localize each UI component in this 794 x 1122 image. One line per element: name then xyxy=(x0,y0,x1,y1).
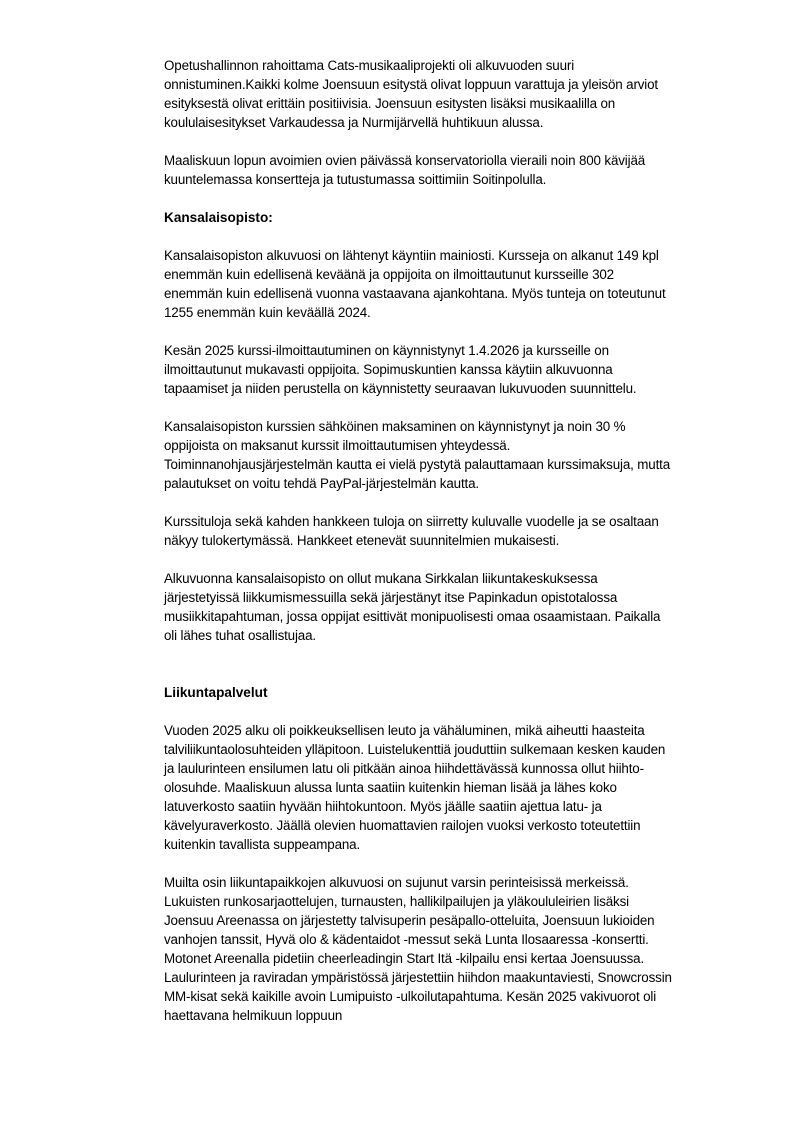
text-line: Opetushallinnon rahoittama Cats-musikaaliprojekti oli alkuvuoden suuri xyxy=(164,58,575,73)
text-line: Kansalaisopiston kurssien sähköinen maksaminen on käynnistynyt ja noin 30 % xyxy=(164,419,626,434)
document-page xyxy=(164,56,764,1044)
text-line: Maaliskuun lopun avoimien ovien päivässä konservatoriolla vieraili noin 800 kävijää xyxy=(164,153,646,168)
text-line: vanhojen tanssit, Hyvä olo & kädentaidot -messut sekä Lunta Ilosaaressa -konsertti. xyxy=(164,932,649,947)
text-line: haettavana helmikuun loppuun xyxy=(164,1008,343,1023)
paragraph-open-doors xyxy=(164,151,764,189)
section-kansalaisopisto xyxy=(164,208,764,645)
text-line: kuuntelemassa konsertteja ja tutustumassa soittimiin Soitinpolulla. xyxy=(164,172,547,187)
section-heading-liikuntapalvelut: Liikuntapalvelut xyxy=(164,685,268,700)
text-line: palautukset on voitu tehdä PayPal-järjestelmän kautta. xyxy=(164,476,479,491)
paragraph-electronic-payment xyxy=(164,417,764,493)
text-line: Kurssituloja sekä kahden hankkeen tuloja on siirretty kuluvalle vuodelle ja se osaltaan xyxy=(164,514,659,529)
spacer xyxy=(164,664,764,683)
text-line: ja laulurinteen ensilumen latu oli pitkään ainoa hiihdettävässä kunnossa ollut hiihto- xyxy=(164,761,644,776)
text-line: Kesän 2025 kurssi-ilmoittautuminen on käynnistynyt 1.4.2026 ja kursseille on xyxy=(164,343,609,358)
text-line: järjestetyissä liikkumismessuilla sekä järjestänyt itse Papinkadun opistotalossa xyxy=(164,590,618,605)
text-line: Laulurinteen ja raviradan ympäristössä järjestettiin hiihdon maakuntaviesti, Snowcrossin xyxy=(164,970,672,985)
text-line: esityksestä olivat erittäin positiivisia. Joensuun esitysten lisäksi musikaalilla on xyxy=(164,96,616,111)
text-line: Lukuisten runkosarjaottelujen, turnausten, hallikilpailujen ja yläkoululeirien lisäksi xyxy=(164,894,629,909)
text-line: Vuoden 2025 alku oli poikkeuksellisen leuto ja vähäluminen, mikä aiheutti haasteita xyxy=(164,723,645,738)
section-liikuntapalvelut xyxy=(164,683,764,1025)
text-line: enemmän kuin edellisenä vuonna vastaavana ajankohtana. Myös tunteja on toteutunut xyxy=(164,286,666,301)
text-line: oppijoista on maksanut kurssit ilmoittautumisen yhteydessä. xyxy=(164,438,511,453)
text-line: Toiminnanohjausjärjestelmän kautta ei vielä pystytä palauttamaan kurssimaksuja, mutta xyxy=(164,457,671,472)
paragraph-cats-musical xyxy=(164,56,764,132)
text-line: Alkuvuonna kansalaisopisto on ollut mukana Sirkkalan liikuntakeskuksessa xyxy=(164,571,598,586)
paragraph-start-of-year xyxy=(164,246,764,322)
text-line: latuverkosto saatiin hyvään hiihtokuntoon. Myös jäälle saatiin ajettua latu- ja xyxy=(164,799,602,814)
text-line: oli lähes tuhat osallistujaa. xyxy=(164,628,316,643)
paragraph-course-income xyxy=(164,512,764,550)
text-line: koululaisesitykset Varkaudessa ja Nurmijärvellä huhtikuun alussa. xyxy=(164,115,544,130)
paragraph-winter-conditions xyxy=(164,721,764,854)
text-line: näkyy tulokertymässä. Hankkeet etenevät suunnitelmien mukaisesti. xyxy=(164,533,560,548)
text-line: kävelyuraverkosto. Jäällä olevien huomattavien railojen vuoksi verkosto toteutettiin xyxy=(164,818,641,833)
text-line: talviliikuntaolosuhteiden ylläpitoon. Luistelukenttiä jouduttiin sulkemaan kesken kauden xyxy=(164,742,666,757)
text-line: tapaamiset ja niiden perustella on käynnistetty seuraavan lukuvuoden suunnittelu. xyxy=(164,381,637,396)
section-heading-kansalaisopisto: Kansalaisopisto: xyxy=(164,210,273,225)
paragraph-sports-venues xyxy=(164,873,764,1025)
paragraph-summer-enrollment xyxy=(164,341,764,398)
text-line: kuitenkin tavallista suppeampana. xyxy=(164,837,361,852)
text-line: MM-kisat sekä kaikille avoin Lumipuisto -ulkoilutapahtuma. Kesän 2025 vakivuorot oli xyxy=(164,989,657,1004)
text-line: musiikkitapahtuman, jossa oppijat esittivät monipuolisesti omaa osaamistaan. Paikalla xyxy=(164,609,661,624)
text-line: Kansalaisopiston alkuvuosi on lähtenyt käyntiin mainiosti. Kursseja on alkanut 149 kpl xyxy=(164,248,659,263)
text-line: Muilta osin liikuntapaikkojen alkuvuosi on sujunut varsin perinteisissä merkeissä. xyxy=(164,875,629,890)
paragraph-events xyxy=(164,569,764,645)
section-intro xyxy=(164,56,764,189)
text-line: Joensuu Areenassa on järjestetty talvisuperin pesäpallo-otteluita, Joensuun lukioiden xyxy=(164,913,655,928)
text-line: olosuhde. Maaliskuun alussa lunta saatiin kuitenkin hieman lisää ja lähes koko xyxy=(164,780,617,795)
text-line: enemmän kuin edellisenä keväänä ja oppijoita on ilmoittautunut kursseille 302 xyxy=(164,267,614,282)
text-line: onnistuminen.Kaikki kolme Joensuun esitystä olivat loppuun varattuja ja yleisön arviot xyxy=(164,77,658,92)
text-line: ilmoittautunut mukavasti oppijoita. Sopimuskuntien kanssa käytiin alkuvuonna xyxy=(164,362,613,377)
text-line: 1255 enemmän kuin keväällä 2024. xyxy=(164,305,371,320)
text-line: Motonet Areenalla pidetiin cheerleadingin Start Itä -kilpailu ensi kertaa Joensuussa. xyxy=(164,951,645,966)
